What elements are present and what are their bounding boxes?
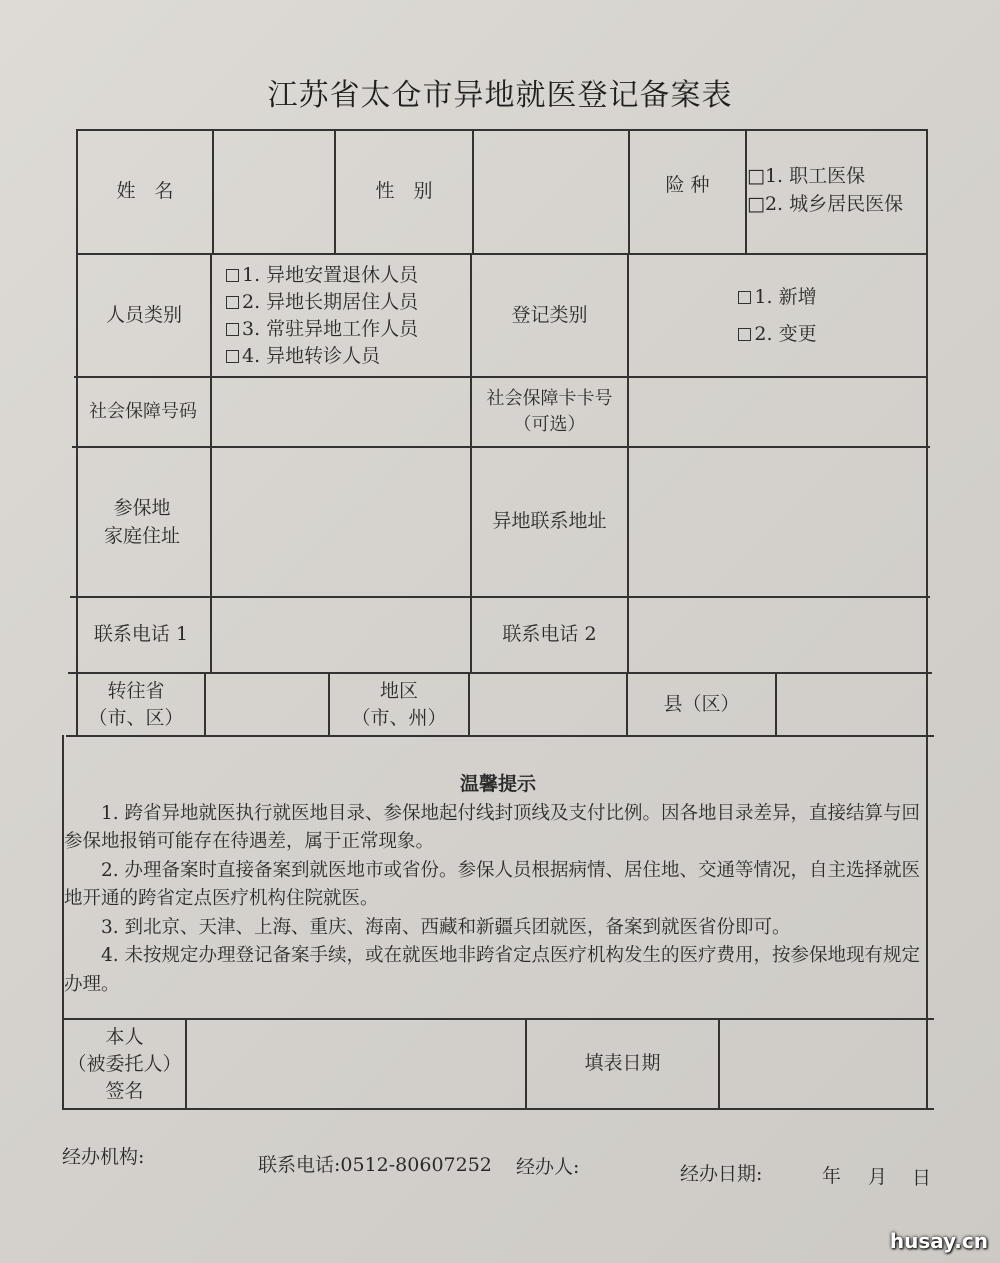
label-line: 家庭住址: [103, 525, 180, 547]
contact-phone: 联系电话:0512-80607252: [258, 1154, 492, 1176]
label-line: 转往省: [107, 679, 165, 702]
notice-item: 1. 跨省异地就医执行就医地目录、参保地起付线封顶线及支付比例。因各地目录差异，直接结算与回参保地报销可能存在待遇差，属于正常现象。: [64, 802, 921, 852]
social-security-card-field[interactable]: [629, 378, 926, 446]
checkbox-icon: [226, 296, 239, 309]
document-title: 江苏省太仓市异地就医登记备案表: [267, 78, 733, 113]
label-line: （市、州）: [351, 706, 447, 729]
province-label: [68, 674, 204, 735]
person-category-label: 人员类别: [105, 303, 182, 326]
year-label: 年: [822, 1165, 842, 1187]
checkbox-icon: [738, 328, 751, 341]
option-label: 3. 常驻异地工作人员: [242, 317, 419, 340]
label-line: （被委托人）: [67, 1052, 182, 1075]
social-security-card-label: [472, 378, 627, 446]
checkbox-icon: [226, 269, 239, 282]
signature-field[interactable]: [187, 1020, 525, 1108]
phone2-label: 联系电话 2: [502, 623, 597, 646]
label-line: （可选）: [513, 414, 586, 435]
row-divider: [66, 735, 934, 737]
day-label: 日: [912, 1167, 932, 1189]
phone1-field[interactable]: [212, 598, 470, 672]
agency-label: 经办机构:: [62, 1146, 145, 1168]
region-field[interactable]: [470, 674, 626, 735]
registration-type-options: [629, 255, 926, 376]
checkbox-icon: [226, 350, 239, 363]
label-line: 地区: [379, 679, 418, 702]
signature-label: [64, 1020, 185, 1108]
option-label: 1. 异地安置退休人员: [242, 263, 419, 286]
fill-date-label: 填表日期: [584, 1052, 661, 1075]
phone1-label: 联系电话 1: [93, 623, 189, 646]
label-line: 签名: [105, 1079, 144, 1102]
remote-address-label: 异地联系地址: [492, 510, 607, 533]
month-label: 月: [868, 1166, 888, 1188]
label-line: 本人: [105, 1025, 144, 1048]
name-field[interactable]: [214, 131, 334, 253]
checkbox-retired-relocated[interactable]: [226, 262, 418, 289]
insurance-type-label: 险 种: [665, 174, 710, 197]
gender-field[interactable]: [474, 131, 628, 253]
home-address-label: [74, 448, 210, 596]
social-security-number-field[interactable]: [212, 378, 470, 446]
label-line: 参保地: [113, 497, 171, 519]
option-label: 1. 新增: [754, 285, 817, 308]
label-line: （市、区）: [88, 706, 184, 729]
notice-item: 2. 办理备案时直接备案到就医地市或省份。参保人员根据病情、居住地、交通等情况，自主选择就医地开通的跨省定点医疗机构住院就医。: [64, 859, 921, 909]
checkbox-change[interactable]: [738, 316, 816, 353]
home-address-field[interactable]: [212, 448, 470, 596]
notice-item: 4. 未按规定办理登记备案手续，或在就医地非跨省定点医疗机构发生的医疗费用，按参保地现有规定办理。: [64, 945, 921, 995]
checkbox-referral[interactable]: [226, 343, 380, 370]
name-label: 姓 名: [116, 180, 174, 203]
checkbox-icon: [226, 323, 239, 336]
checkbox-resident-worker[interactable]: [226, 316, 418, 343]
option-label: 4. 异地转诊人员: [242, 344, 381, 367]
person-category-options: [212, 255, 470, 376]
notice-item: 3. 到北京、天津、上海、重庆、海南、西藏和新疆兵团就医，备案到就医省份即可。: [101, 916, 791, 938]
handler-label: 经办人:: [516, 1156, 580, 1178]
handle-date-label: 经办日期:: [680, 1163, 763, 1185]
province-field[interactable]: [206, 674, 328, 735]
option-label: 2. 变更: [754, 322, 817, 345]
checkbox-new[interactable]: [738, 279, 816, 316]
watermark: husay.cn: [889, 1229, 988, 1253]
notice-heading: 温馨提示: [459, 773, 536, 795]
insurance-type-options: [747, 131, 926, 253]
gender-label: 性 别: [375, 180, 433, 203]
checkbox-resident-insurance[interactable]: □2. 城乡居民医保: [747, 192, 904, 215]
checkbox-icon: [738, 291, 751, 304]
county-field[interactable]: [777, 674, 926, 735]
option-label: 2. 异地长期居住人员: [242, 290, 419, 313]
phone2-field[interactable]: [629, 598, 926, 672]
label-line: 社会保障卡卡号: [486, 388, 613, 409]
region-label: [330, 674, 468, 735]
social-security-number-label: 社会保障号码: [89, 400, 197, 422]
table-border-bottom: [62, 1108, 934, 1110]
county-label: 县（区）: [663, 692, 740, 715]
remote-address-field[interactable]: [629, 448, 926, 596]
checkbox-long-term-resident[interactable]: [226, 289, 418, 316]
checkbox-employee-insurance[interactable]: □1. 职工医保: [747, 165, 866, 187]
notice-section: [64, 770, 932, 999]
fill-date-field[interactable]: [720, 1020, 926, 1108]
registration-type-label: 登记类别: [511, 303, 588, 326]
